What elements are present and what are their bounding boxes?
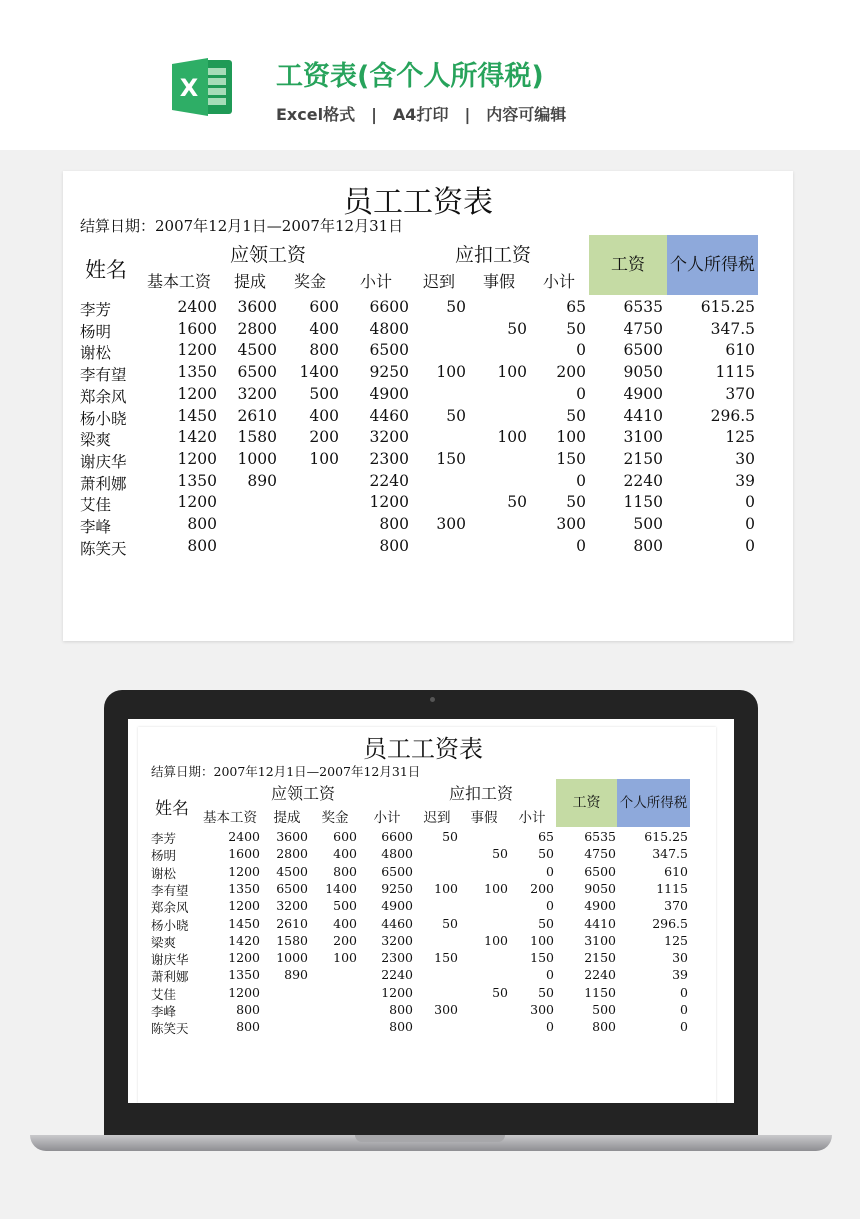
cell-subtotal-payable: 3200: [369, 428, 409, 447]
cell-name: 梁爽: [151, 934, 177, 950]
cell-leave: 100: [484, 880, 508, 896]
cell-commission: 3200: [276, 898, 308, 914]
group-header-payable: 应领工资: [230, 244, 307, 266]
col-header-bonus: 奖金: [293, 272, 326, 291]
col-header-leave: 事假: [470, 810, 498, 826]
cell-subtotal-deduct: 50: [566, 319, 586, 338]
cell-commission: 2610: [276, 915, 308, 931]
cell-name: 萧利娜: [151, 969, 189, 985]
cell-tax: 347.5: [710, 319, 755, 338]
cell-base: 1200: [228, 984, 260, 1000]
cell-tax: 39: [735, 471, 755, 490]
cell-tax: 125: [664, 932, 688, 948]
cell-late: 50: [442, 915, 458, 931]
cell-base: 1200: [228, 950, 260, 966]
col-header-base: 基本工资: [203, 810, 257, 826]
cell-commission: 6500: [237, 363, 277, 382]
cell-tax: 39: [672, 967, 688, 983]
page-header: [0, 0, 860, 150]
salary-sheet-screen: [138, 727, 716, 1103]
cell-tax: 610: [725, 341, 755, 360]
col-header-commission: 提成: [273, 810, 301, 826]
cell-commission: 6500: [276, 880, 308, 896]
cell-subtotal-payable: 800: [379, 536, 409, 555]
cell-wage: 6535: [623, 298, 663, 316]
cell-name: 杨小晓: [80, 409, 127, 428]
cell-subtotal-deduct: 0: [546, 1019, 554, 1035]
cell-subtotal-payable: 800: [389, 1019, 413, 1035]
cell-subtotal-payable: 4900: [381, 898, 413, 914]
cell-subtotal-deduct: 100: [556, 428, 586, 447]
cell-commission: 890: [284, 967, 308, 983]
table-row: [138, 985, 716, 1002]
table-row: [138, 864, 716, 881]
cell-subtotal-deduct: 200: [556, 363, 586, 382]
cell-tax: 0: [680, 1019, 688, 1035]
cell-base: 1450: [228, 915, 260, 931]
cell-subtotal-deduct: 50: [538, 984, 554, 1000]
col-header-bonus: 奖金: [321, 810, 349, 826]
cell-commission: 2800: [237, 319, 277, 338]
cell-name: 谢庆华: [80, 452, 127, 471]
cell-wage: 4750: [623, 319, 663, 338]
cell-leave: 50: [492, 846, 508, 862]
cell-late: 100: [434, 880, 458, 896]
table-row: [138, 933, 716, 950]
cell-commission: 1580: [276, 932, 308, 948]
sheet-title: 员工工资表: [343, 185, 493, 220]
cell-commission: 1000: [276, 950, 308, 966]
cell-base: 1600: [177, 319, 217, 338]
cell-bonus: 500: [309, 384, 339, 403]
cell-tax: 1115: [656, 880, 688, 896]
cell-leave: 50: [492, 984, 508, 1000]
col-header-commission: 提成: [233, 272, 266, 291]
cell-subtotal-deduct: 150: [530, 950, 554, 966]
cell-commission: 2800: [276, 846, 308, 862]
cell-name: 陈笑天: [151, 1021, 189, 1037]
cell-wage: 500: [633, 515, 663, 533]
cell-bonus: 100: [309, 449, 339, 468]
col-header-late: 迟到: [423, 810, 451, 826]
cell-name: 李芳: [80, 301, 112, 319]
col-header-name: 姓名: [85, 258, 127, 282]
table-row: [138, 846, 716, 863]
cell-leave: 50: [507, 319, 527, 338]
cell-commission: 4500: [237, 341, 277, 360]
cell-bonus: 1400: [325, 880, 357, 896]
cell-commission: 890: [247, 471, 277, 490]
table-row: [63, 363, 763, 385]
cell-late: 300: [436, 515, 466, 533]
cell-subtotal-payable: 2240: [369, 471, 409, 490]
cell-leave: 100: [497, 428, 527, 447]
cell-base: 1200: [177, 449, 217, 468]
cell-name: 谢松: [80, 344, 112, 363]
cell-base: 1350: [177, 471, 217, 490]
cell-leave: 100: [497, 363, 527, 382]
cell-tax: 30: [735, 449, 755, 468]
cell-bonus: 400: [309, 319, 339, 338]
col-header-tax: 个人所得税: [617, 779, 690, 827]
table-row: [138, 1002, 716, 1019]
table-row: [63, 407, 763, 429]
cell-bonus: 800: [309, 341, 339, 360]
cell-subtotal-deduct: 50: [566, 493, 586, 512]
col-header-wage: 工资: [556, 779, 617, 827]
tag-print: A4打印: [392, 105, 449, 124]
cell-subtotal-deduct: 65: [566, 298, 586, 316]
cell-subtotal-deduct: 300: [556, 515, 586, 533]
cell-wage: 4900: [623, 384, 663, 403]
cell-subtotal-deduct: 50: [566, 406, 586, 425]
cell-base: 1420: [228, 932, 260, 948]
col-header-subtotal-payable: 小计: [373, 810, 401, 826]
cell-subtotal-payable: 4900: [369, 384, 409, 403]
cell-wage: 2240: [623, 471, 663, 490]
cell-wage: 500: [592, 1002, 616, 1017]
cell-name: 陈笑天: [80, 539, 127, 558]
cell-subtotal-payable: 1200: [369, 493, 409, 512]
cell-base: 1200: [177, 341, 217, 360]
cell-leave: 100: [484, 932, 508, 948]
cell-name: 艾佳: [80, 496, 112, 515]
cell-tax: 0: [745, 493, 755, 512]
tag-separator: |: [464, 105, 471, 124]
tag-editable: 内容可编辑: [486, 105, 567, 124]
cell-late: 50: [442, 829, 458, 844]
settlement-date: 结算日期：2007年12月1日—2007年12月31日: [151, 764, 421, 779]
cell-subtotal-deduct: 0: [576, 536, 586, 555]
cell-late: 300: [434, 1002, 458, 1017]
cell-subtotal-deduct: 300: [530, 1002, 554, 1017]
cell-subtotal-payable: 800: [379, 515, 409, 533]
cell-base: 1200: [228, 898, 260, 914]
cell-commission: 1580: [237, 428, 277, 447]
cell-wage: 800: [633, 536, 663, 555]
cell-name: 李芳: [151, 831, 177, 846]
table-row: [138, 916, 716, 933]
cell-subtotal-deduct: 50: [538, 915, 554, 931]
cell-subtotal-payable: 4460: [381, 915, 413, 931]
cell-base: 800: [236, 1002, 260, 1017]
cell-base: 2400: [177, 298, 217, 316]
settlement-date: 结算日期：2007年12月1日—2007年12月31日: [80, 217, 404, 235]
cell-tax: 347.5: [652, 846, 688, 862]
cell-wage: 6500: [623, 341, 663, 360]
cell-subtotal-payable: 9250: [381, 880, 413, 896]
table-row: [63, 428, 763, 450]
col-header-wage: 工资: [589, 235, 667, 295]
cell-commission: 3600: [237, 298, 277, 316]
cell-subtotal-payable: 4460: [369, 406, 409, 425]
cell-subtotal-payable: 6500: [369, 341, 409, 360]
cell-bonus: 400: [333, 915, 357, 931]
cell-tax: 610: [664, 863, 688, 879]
col-header-tax: 个人所得税: [667, 235, 758, 295]
cell-commission: 4500: [276, 863, 308, 879]
table-row: [63, 385, 763, 407]
cell-wage: 1150: [584, 984, 616, 1000]
cell-commission: 1000: [237, 449, 277, 468]
cell-bonus: 600: [309, 298, 339, 316]
cell-base: 1420: [177, 428, 217, 447]
cell-wage: 2240: [584, 967, 616, 983]
cell-wage: 3100: [623, 428, 663, 447]
cell-subtotal-payable: 9250: [369, 363, 409, 382]
cell-subtotal-deduct: 65: [538, 829, 554, 844]
laptop-screen: [128, 719, 734, 1103]
cell-tax: 0: [680, 984, 688, 1000]
cell-wage: 4410: [623, 406, 663, 425]
cell-wage: 4750: [584, 846, 616, 862]
cell-tax: 370: [725, 384, 755, 403]
table-row: [63, 450, 763, 472]
table-row: [63, 341, 763, 363]
group-header-payable: 应领工资: [271, 784, 336, 803]
col-header-base: 基本工资: [146, 272, 211, 291]
group-header-deduct: 应扣工资: [449, 784, 514, 803]
cell-base: 1350: [177, 363, 217, 382]
cell-base: 1200: [177, 384, 217, 403]
table-row: [63, 298, 763, 320]
col-header-subtotal-deduct: 小计: [518, 810, 546, 826]
cell-wage: 800: [592, 1019, 616, 1035]
table-row: [138, 950, 716, 967]
cell-tax: 125: [725, 428, 755, 447]
cell-late: 150: [436, 449, 466, 468]
cell-base: 1350: [228, 967, 260, 983]
cell-subtotal-deduct: 0: [546, 863, 554, 879]
cell-subtotal-payable: 2300: [381, 950, 413, 966]
cell-tax: 615.25: [700, 298, 755, 316]
cell-name: 李峰: [151, 1004, 177, 1019]
cell-name: 梁爽: [80, 431, 112, 450]
cell-subtotal-payable: 2300: [369, 449, 409, 468]
cell-commission: 2610: [237, 406, 277, 425]
cell-wage: 9050: [623, 363, 663, 382]
cell-tax: 0: [745, 536, 755, 555]
cell-subtotal-deduct: 50: [538, 846, 554, 862]
cell-bonus: 400: [309, 406, 339, 425]
col-header-late: 迟到: [422, 272, 455, 291]
cell-base: 1200: [177, 493, 217, 512]
cell-base: 1350: [228, 880, 260, 896]
cell-bonus: 200: [309, 428, 339, 447]
sheet-title: 员工工资表: [363, 735, 483, 763]
cell-name: 萧利娜: [80, 474, 127, 493]
cell-bonus: 600: [333, 829, 357, 844]
cell-base: 1600: [228, 846, 260, 862]
table-row: [63, 537, 763, 559]
cell-late: 50: [446, 298, 466, 316]
cell-tax: 615.25: [644, 829, 688, 844]
table-row: [63, 320, 763, 342]
cell-subtotal-payable: 4800: [381, 846, 413, 862]
cell-name: 杨小晓: [151, 917, 189, 933]
cell-name: 李有望: [151, 882, 189, 898]
cell-wage: 3100: [584, 932, 616, 948]
col-header-leave: 事假: [482, 272, 515, 291]
cell-name: 李峰: [80, 518, 112, 536]
cell-wage: 1150: [623, 493, 663, 512]
cell-tax: 1115: [715, 363, 755, 382]
cell-wage: 6500: [584, 863, 616, 879]
cell-name: 杨明: [80, 322, 112, 341]
cell-subtotal-payable: 1200: [381, 984, 413, 1000]
cell-subtotal-payable: 2240: [381, 967, 413, 983]
cell-bonus: 400: [333, 846, 357, 862]
cell-subtotal-payable: 6600: [369, 298, 409, 316]
cell-subtotal-deduct: 0: [546, 898, 554, 914]
col-header-subtotal-deduct: 小计: [542, 272, 575, 291]
cell-bonus: 800: [333, 863, 357, 879]
cell-commission: 3600: [276, 829, 308, 844]
cell-tax: 30: [672, 950, 688, 966]
cell-subtotal-deduct: 150: [556, 449, 586, 468]
cell-name: 艾佳: [151, 986, 177, 1002]
cell-subtotal-payable: 3200: [381, 932, 413, 948]
cell-name: 李有望: [80, 366, 127, 385]
cell-tax: 0: [680, 1002, 688, 1017]
cell-late: 150: [434, 950, 458, 966]
cell-bonus: 200: [333, 932, 357, 948]
cell-subtotal-payable: 800: [389, 1002, 413, 1017]
cell-bonus: 1400: [299, 363, 339, 382]
cell-subtotal-deduct: 0: [576, 471, 586, 490]
laptop-notch: [355, 1135, 505, 1142]
cell-subtotal-payable: 4800: [369, 319, 409, 338]
cell-tax: 0: [745, 515, 755, 533]
cell-base: 800: [236, 1019, 260, 1035]
cell-subtotal-deduct: 0: [576, 341, 586, 360]
cell-subtotal-deduct: 200: [530, 880, 554, 896]
svg-text:X: X: [179, 74, 199, 102]
salary-sheet-preview: [63, 171, 793, 641]
cell-bonus: 500: [333, 898, 357, 914]
cell-subtotal-deduct: 0: [546, 967, 554, 983]
camera-icon: [430, 697, 435, 702]
cell-base: 800: [187, 536, 217, 555]
cell-subtotal-deduct: 0: [576, 384, 586, 403]
cell-tax: 296.5: [652, 915, 688, 931]
cell-subtotal-payable: 6500: [381, 863, 413, 879]
cell-tax: 296.5: [710, 406, 755, 425]
excel-logo-icon: [172, 56, 234, 118]
table-row: [63, 472, 763, 494]
cell-wage: 9050: [584, 880, 616, 896]
table-row: [138, 881, 716, 898]
col-header-name: 姓名: [155, 799, 189, 819]
tag-format: Excel格式: [276, 105, 356, 124]
group-header-deduct: 应扣工资: [455, 244, 532, 266]
tag-separator: |: [371, 105, 377, 124]
table-row: [63, 493, 763, 515]
cell-wage: 4410: [584, 915, 616, 931]
cell-wage: 2150: [584, 950, 616, 966]
cell-subtotal-payable: 6600: [381, 829, 413, 844]
table-row: [63, 515, 763, 537]
feature-tags: [276, 102, 566, 125]
table-row: [138, 829, 716, 846]
cell-name: 杨明: [151, 848, 177, 864]
cell-wage: 2150: [623, 449, 663, 468]
col-header-subtotal-payable: 小计: [359, 272, 392, 291]
table-row: [138, 1019, 716, 1036]
cell-late: 50: [446, 406, 466, 425]
cell-tax: 370: [664, 898, 688, 914]
cell-base: 800: [187, 515, 217, 533]
cell-name: 郑余风: [151, 900, 189, 916]
cell-base: 1200: [228, 863, 260, 879]
cell-base: 1450: [177, 406, 217, 425]
cell-commission: 3200: [237, 384, 277, 403]
laptop-mockup: [104, 690, 758, 1135]
cell-bonus: 100: [333, 950, 357, 966]
cell-late: 100: [436, 363, 466, 382]
table-row: [138, 898, 716, 915]
cell-base: 2400: [228, 829, 260, 844]
page-title: 工资表(含个人所得税): [276, 61, 544, 92]
cell-wage: 4900: [584, 898, 616, 914]
cell-leave: 50: [507, 493, 527, 512]
cell-subtotal-deduct: 100: [530, 932, 554, 948]
cell-name: 谢松: [151, 865, 177, 881]
table-row: [138, 967, 716, 984]
cell-wage: 6535: [584, 829, 616, 844]
cell-name: 谢庆华: [151, 952, 189, 968]
cell-name: 郑余风: [80, 387, 127, 406]
